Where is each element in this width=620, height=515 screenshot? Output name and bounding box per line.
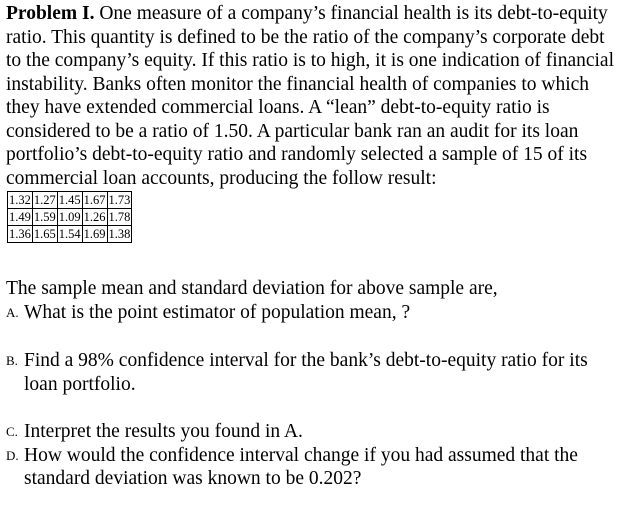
question-text: Find a 98% confidence interval for the bank’s debt-to-equity ratio for its loan portfolio. bbox=[24, 350, 588, 395]
question-a bbox=[6, 301, 616, 325]
table-cell: 1.54 bbox=[58, 227, 81, 241]
sample-statement: The sample mean and standard deviation for above sample are, bbox=[6, 278, 498, 299]
table-row bbox=[8, 192, 132, 209]
table-cell: 1.32 bbox=[9, 193, 31, 207]
question-text: Interpret the results you found in A. bbox=[24, 421, 303, 442]
question-text: How would the confidence interval change if you had assumed that the standard deviation was known to be 0.202? bbox=[24, 444, 578, 489]
problem-heading: Problem I. bbox=[6, 3, 95, 24]
question-c bbox=[6, 420, 616, 444]
table-cell: 1.59 bbox=[33, 210, 56, 224]
data-table bbox=[7, 191, 132, 243]
table-cell: 1.09 bbox=[58, 210, 81, 224]
question-letter: D. bbox=[6, 447, 19, 463]
table-cell: 1.73 bbox=[108, 193, 131, 207]
table-row bbox=[8, 226, 132, 243]
table-cell: 1.27 bbox=[33, 193, 56, 207]
question-text: What is the point estimator of population mean, ? bbox=[24, 301, 411, 323]
table-cell: 1.49 bbox=[9, 210, 31, 224]
table-cell: 1.78 bbox=[108, 210, 131, 224]
question-b bbox=[6, 349, 616, 396]
table-cell: 1.65 bbox=[33, 227, 56, 241]
table-cell: 1.67 bbox=[83, 193, 106, 207]
table-cell: 1.45 bbox=[58, 193, 81, 207]
table-row bbox=[8, 209, 132, 226]
question-d bbox=[6, 444, 616, 491]
document bbox=[6, 2, 616, 491]
question-letter: B. bbox=[6, 353, 18, 368]
table-cell: 1.36 bbox=[9, 227, 31, 241]
table-cell: 1.38 bbox=[108, 227, 131, 241]
table-cell: 1.26 bbox=[83, 210, 106, 224]
question-letter: A. bbox=[6, 304, 19, 320]
question-letter: C. bbox=[6, 424, 18, 439]
problem-intro: One measure of a company’s financial health is its debt-to-equity ratio. This quantity is defined to be the ratio of the company’s corporate debt to the company’s equity. If this ratio is to high, it is one indication of financial instability. Banks often monitor the financial health of companies to which they have extended commercial loans. A “lean” debt-to-equity ratio is considered to be a ratio of 1.50. A particular bank ran an audit for its loan portfolio’s debt-to-equity ratio and randomly selected a sample of 15 of its commercial loan accounts, producing the follow result: bbox=[6, 3, 614, 189]
table-cell: 1.69 bbox=[83, 227, 106, 241]
problem-paragraph bbox=[6, 2, 616, 190]
